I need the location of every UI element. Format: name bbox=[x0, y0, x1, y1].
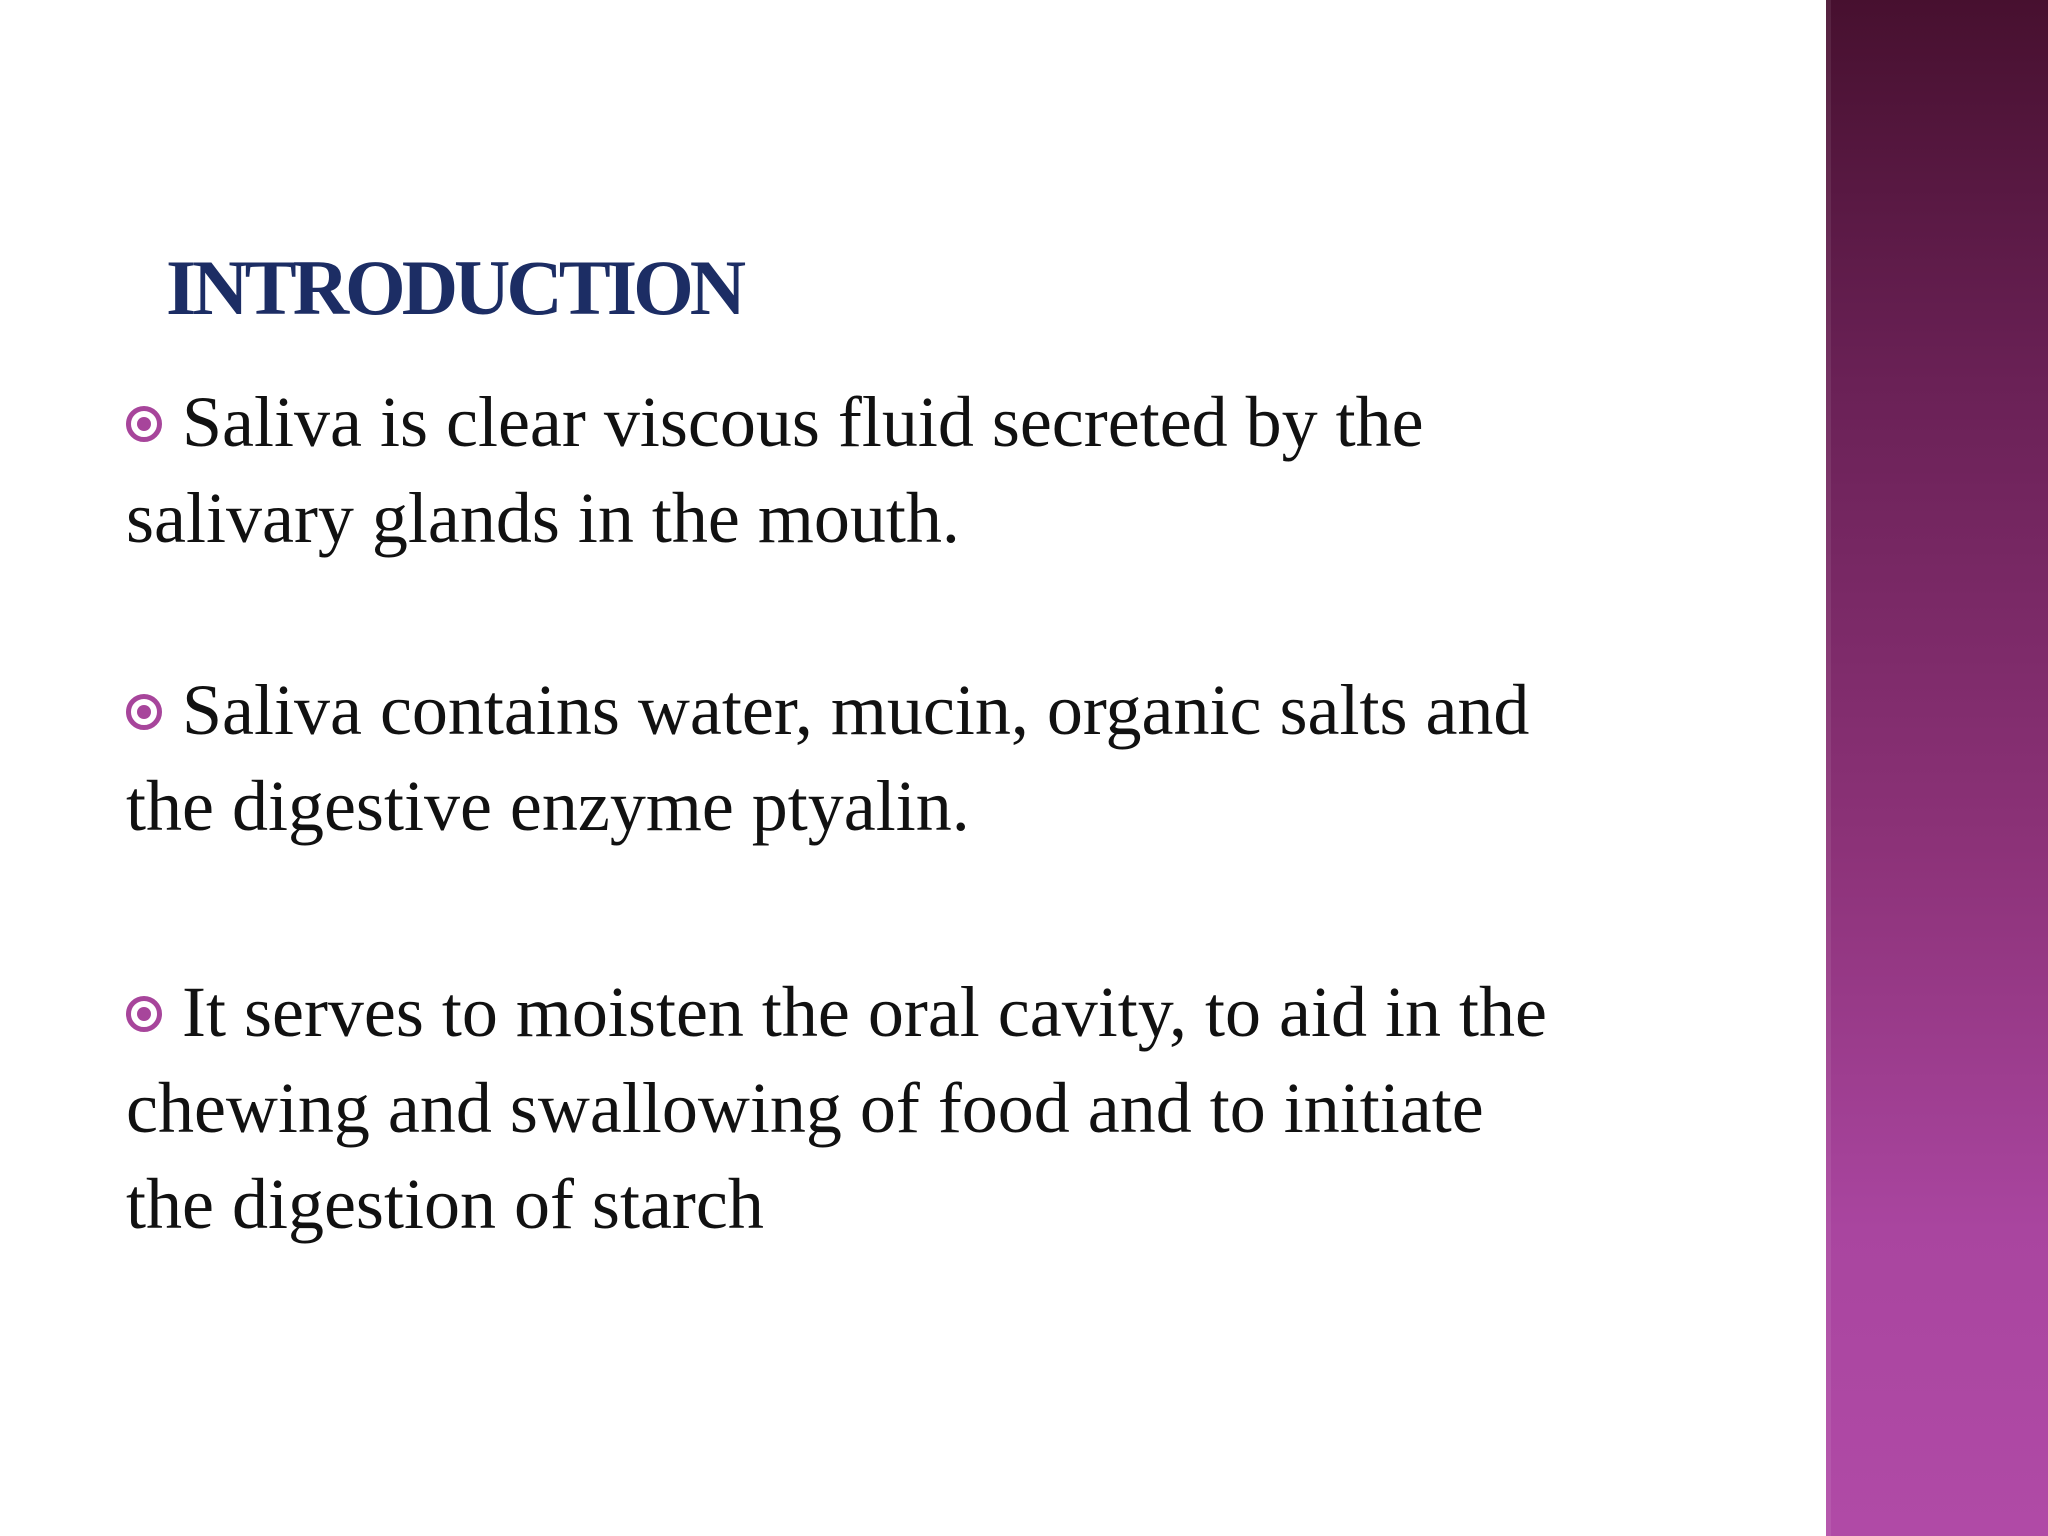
bullet-item bbox=[126, 374, 1806, 566]
bullet-text: Saliva is clear viscous fluid secreted by the salivary glands in the mouth. bbox=[126, 382, 1424, 558]
slide-title: INTRODUCTION bbox=[166, 244, 743, 331]
bullet-item bbox=[126, 964, 1806, 1252]
circle-dot-icon bbox=[126, 996, 162, 1032]
circle-dot-icon bbox=[126, 694, 162, 730]
decorative-side-band bbox=[1826, 0, 2048, 1536]
circle-dot-icon bbox=[126, 406, 162, 442]
bullet-item bbox=[126, 662, 1806, 854]
bullet-text: Saliva contains water, mucin, organic salts and the digestive enzyme ptyalin. bbox=[126, 670, 1530, 846]
bullet-text: It serves to moisten the oral cavity, to aid in the chewing and swallowing of food and to initiate the digestion of starch bbox=[126, 972, 1547, 1244]
